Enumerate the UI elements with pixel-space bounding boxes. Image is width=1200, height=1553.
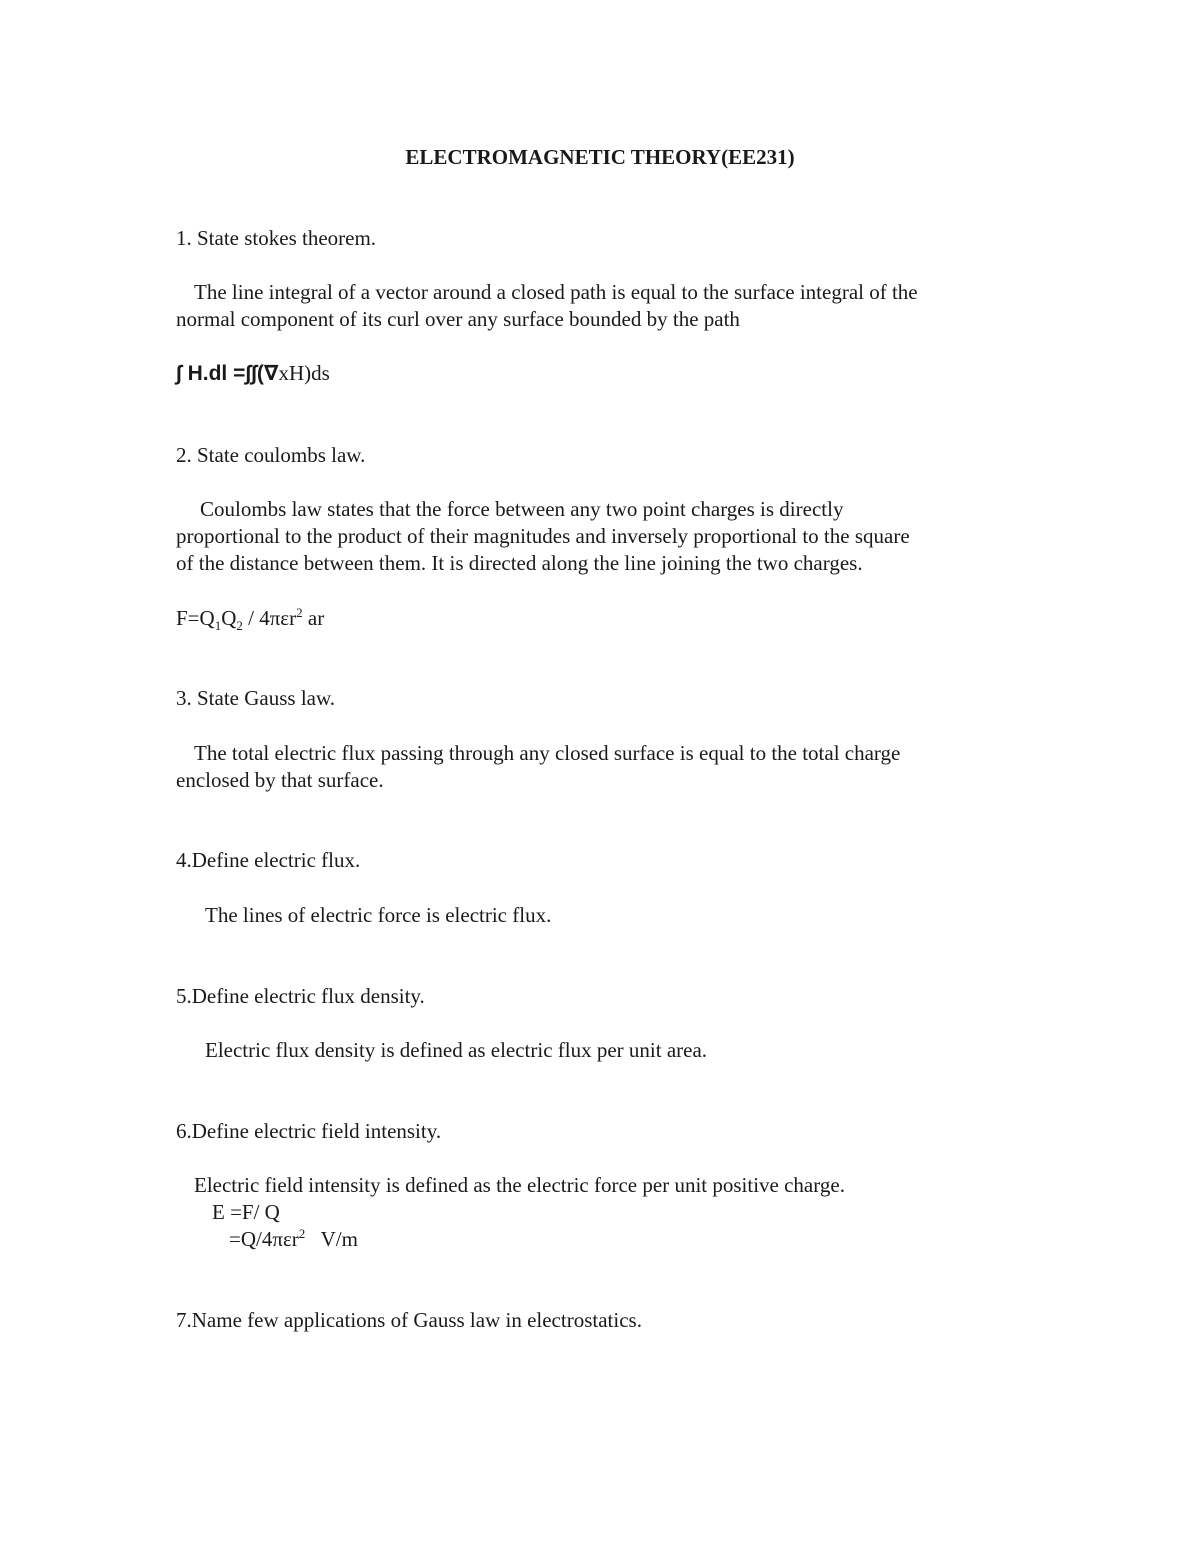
coulomb-formula-sub-2: 2 (236, 618, 243, 634)
answer-1-line-1: The line integral of a vector around a closed path is equal to the surface integral of the (194, 280, 918, 304)
answer-2-line-2: proportional to the product of their magnitudes and inversely proportional to the square (176, 524, 910, 548)
stokes-formula (176, 360, 330, 387)
answer-3-line-1: The total electric flux passing through any closed surface is equal to the total charge (194, 741, 901, 765)
coulomb-formula-sup: 2 (296, 605, 303, 620)
question-5: 5.Define electric flux density. (176, 984, 425, 1008)
document-title: ELECTROMAGNETIC THEORY(EE231) (405, 145, 795, 169)
coulomb-formula-part-c: / 4πεr (242, 606, 297, 630)
coulomb-formula-part-a: F=Q (176, 606, 215, 630)
stokes-formula-rest: xH)ds (278, 361, 330, 385)
answer-2-line-3: of the distance between them. It is directed along the line joining the two charges. (176, 551, 863, 575)
question-2: 2. State coulombs law. (176, 443, 366, 467)
coulomb-formula-part-b: Q (221, 606, 237, 630)
question-6: 6.Define electric field intensity. (176, 1119, 442, 1143)
field-formula-2-sup: 2 (298, 1226, 306, 1241)
field-formula-2 (229, 1226, 358, 1253)
question-4: 4.Define electric flux. (176, 848, 361, 872)
answer-1-line-2: normal component of its curl over any surface bounded by the path (176, 307, 740, 331)
coulomb-formula (176, 605, 324, 632)
field-formula-2-part-a: =Q/4πεr (229, 1227, 299, 1251)
answer-5: Electric flux density is defined as electric flux per unit area. (205, 1038, 708, 1062)
field-formula-1: E =F/ Q (212, 1200, 280, 1224)
coulomb-formula-part-d: ar (302, 606, 325, 630)
question-3: 3. State Gauss law. (176, 686, 336, 710)
answer-3-line-2: enclosed by that surface. (176, 768, 384, 792)
question-1: 1. State stokes theorem. (176, 226, 377, 250)
answer-4: The lines of electric force is electric flux. (205, 903, 552, 927)
stokes-formula-bold: ∫ H.dl =∫∫(∇ (176, 362, 279, 385)
coulomb-formula-sub-1: 1 (214, 618, 222, 634)
answer-2-line-1: Coulombs law states that the force between any two point charges is directly (200, 497, 844, 521)
question-7: 7.Name few applications of Gauss law in electrostatics. (176, 1308, 642, 1332)
answer-6: Electric field intensity is defined as the electric force per unit positive charge. (194, 1173, 845, 1197)
field-formula-2-part-b: V/m (305, 1227, 358, 1251)
